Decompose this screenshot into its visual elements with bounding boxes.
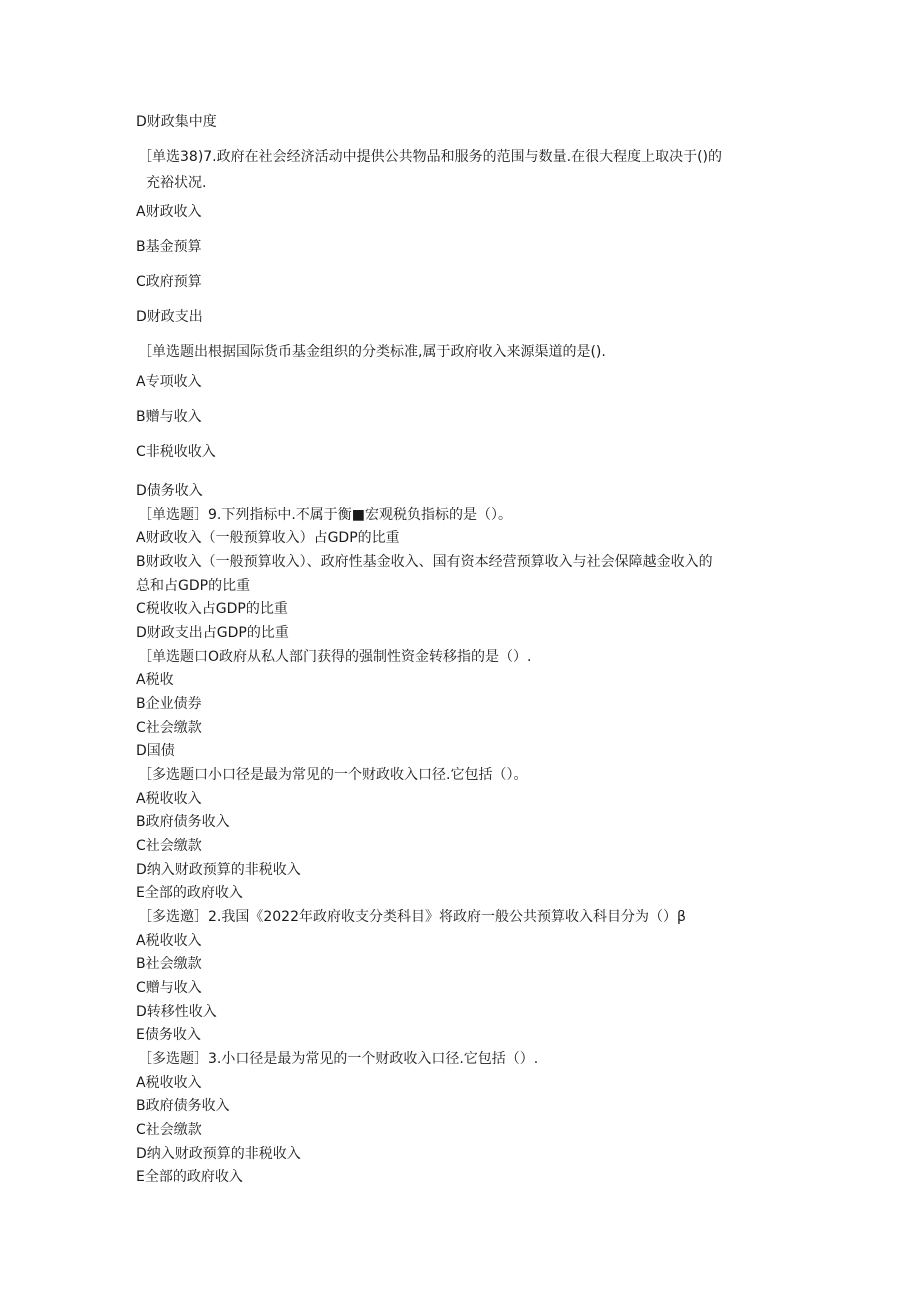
q12-option-c: C赠与收入 (136, 980, 202, 996)
q12-option-e: E债务收入 (136, 1027, 201, 1043)
q8-option-b: B赠与收入 (136, 409, 202, 425)
q7-option-d: D财政支出 (136, 309, 203, 325)
q13-option-e: E全部的政府收入 (136, 1169, 243, 1185)
q13-option-c: C社会缴款 (136, 1122, 202, 1138)
q11-option-c: C社会缴款 (136, 838, 202, 854)
q11-option-a: A税收收入 (136, 791, 202, 807)
q8-option-c: C非税收收入 (136, 444, 216, 460)
q9-option-b-cont: 总和占GDP的比重 (136, 578, 251, 594)
q7-option-c: C政府预算 (136, 274, 202, 290)
q12-option-a: A税收收入 (136, 933, 202, 949)
question-8-text: ［单选题出根据国际货币基金组织的分类标准,属于政府收入来源渠道的是(). (138, 344, 606, 360)
q10-option-a: A税收 (136, 672, 174, 688)
q9-option-b: B财政收入（一般预算收入）、政府性基金收入、国有资本经营预算收入与社会保障越金收入的 (136, 554, 713, 570)
q9-option-a: A财政收入（一般预算收入）占GDP的比重 (136, 530, 400, 546)
q12-option-b: B社会缴款 (136, 956, 202, 972)
q9-option-d: D财政支出占GDP的比重 (136, 625, 289, 641)
q9-option-c: C税收收入占GDP的比重 (136, 601, 288, 617)
q7-option-b: B基金预算 (136, 239, 202, 255)
question-12-text: ［多选邀］2.我国《2022年政府收支分类科目》将政府一般公共预算收入科目分为（）β (138, 909, 686, 925)
q8-option-a: A专项收入 (136, 374, 202, 390)
question-13-text: ［多选题］3.小口径是最为常见的一个财政收入口径.它包括（）. (138, 1051, 539, 1067)
q7-option-a: A财政收入 (136, 204, 202, 220)
question-7-text: ［单选38)7.政府在社会经济活动中提供公共物品和服务的范围与数量.在很大程度上取决于()的 (138, 149, 723, 165)
q10-option-d: D国债 (136, 743, 175, 759)
q8-option-d: D债务收入 (136, 483, 203, 499)
q13-option-a: A税收收入 (136, 1075, 202, 1091)
q11-option-e: E全部的政府收入 (136, 885, 243, 901)
q11-option-b: B政府债务收入 (136, 814, 230, 830)
question-11-text: ［多选题口小口径是最为常见的一个财政收入口径.它包括（）。 (138, 767, 528, 783)
q11-option-d: D纳入财政预算的非税收入 (136, 862, 301, 878)
question-9-text: ［单选题］9.下列指标中.不属于衡■宏观税负指标的是（）。 (138, 507, 513, 523)
q13-option-d: D纳入财政预算的非税收入 (136, 1146, 301, 1162)
question-10-text: ［单选题口O政府从私人部门获得的强制性资金转移指的是（）. (138, 649, 532, 665)
q12-option-d: D转移性收入 (136, 1004, 217, 1020)
option-d-fiscal-concentration: D财政集中度 (136, 114, 217, 130)
q10-option-c: C社会缴款 (136, 720, 202, 736)
question-7-text-cont: 充裕状况. (146, 175, 207, 191)
q10-option-b: B企业债券 (136, 696, 202, 712)
q13-option-b: B政府债务收入 (136, 1098, 230, 1114)
